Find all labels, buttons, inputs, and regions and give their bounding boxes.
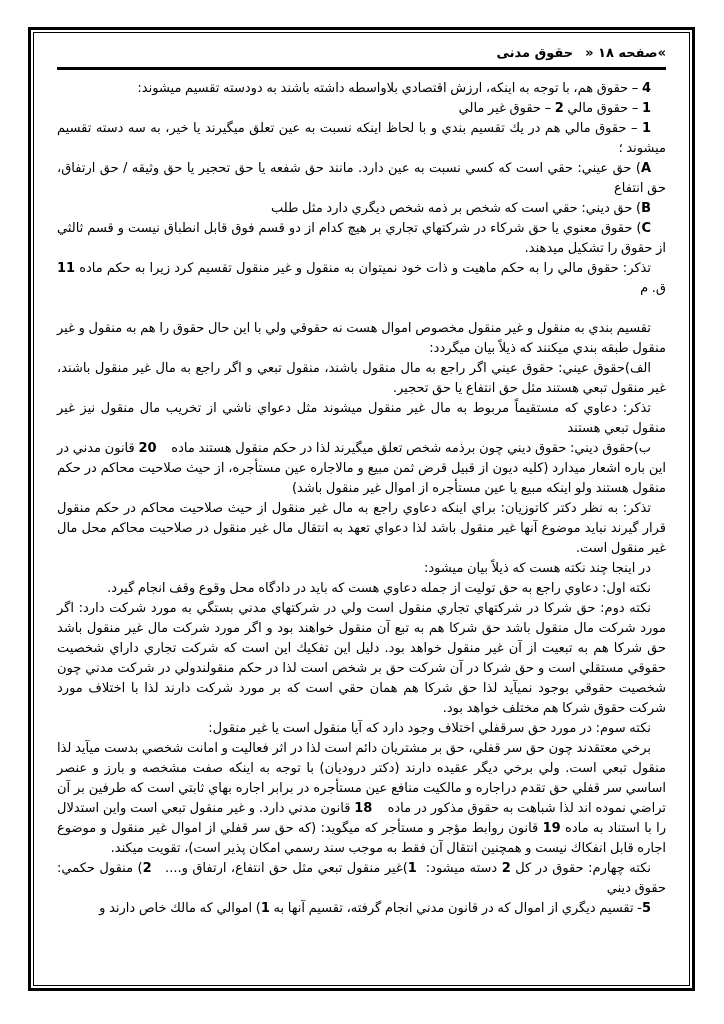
text-run: نکته اول: دعاوي راجع به حق تولیت از جمله دعاوي هست که باید در دادگاه محل وقوع وقف انجام گیرد. <box>107 580 651 596</box>
paragraph <box>57 79 666 99</box>
bold-run: 2 <box>554 100 564 116</box>
bold-run: 1 <box>641 120 651 136</box>
text-run: تقسیم بندي به منقول و غیر منقول مخصوص اموال هست نه حقوقي ولي با این حال حقوق را هم به منقول و غیر منقول طبقه بندي ميکنند که ذیلاً بیان ميگردد: <box>57 320 666 356</box>
bold-run: 1 <box>641 100 651 116</box>
paragraph <box>57 899 666 919</box>
text-run: دسته ميشود: <box>416 860 502 876</box>
paragraph <box>57 199 666 219</box>
text-run: تذکر: حقوق مالي را به حکم ماهیت و ذات خود نميتوان به منقول و غیر منقول تقسیم کرد زیرا به حکم ماده <box>75 260 651 276</box>
text-run: )غیر منقول تبعي مثل حق انتفاع، ارتفاق و.... <box>151 860 408 876</box>
text-run: نکته سوم: در مورد حق سرقفلي اختلاف وجود دارد که آیا منقول است یا غیر منقول: <box>208 720 651 736</box>
page-number-label: »صفحه ۱۸ « <box>585 46 666 61</box>
text-run: – حقوق غیر مالي <box>458 100 555 116</box>
bold-run: 1 <box>260 900 270 916</box>
paragraph <box>57 319 666 359</box>
text-run: ) حق عیني: حقي است که کسي نسبت به عین دارد. مانند حق شفعه یا حق تحجیر یا حق وثیقه / حق ارتفاق، حق انتفاع <box>57 160 666 196</box>
document-body <box>57 79 666 919</box>
text-run: در اینجا چند نکته هست که ذیلاً بیان ميشود: <box>423 560 651 576</box>
header-rule <box>57 67 666 70</box>
page-content <box>33 32 690 986</box>
bold-run: 11 <box>57 260 76 276</box>
text-run: قانون روابط مؤجر و مستأجر که ميگوید: (که حق سر قفلي از اموال غیر منقول و موضوع اجاره قابل انفکاك نیست و همچنین انتقال آن فقط به موجب سند رسمي امکان پذیر است)، تقویت ميکند. <box>57 820 666 856</box>
text-run: ب)حقوق دیني: حقوق دیني چون برذمه شخص تعلق ميگیرند لذا در حکم منقول هستند ماده <box>156 440 652 456</box>
bold-run: 18 <box>354 800 373 816</box>
text-run: نکته چهارم: حقوق در کل <box>510 860 651 876</box>
paragraph <box>57 399 666 439</box>
paragraph <box>57 559 666 579</box>
paragraph <box>57 739 666 859</box>
bold-run: 5 <box>641 900 651 916</box>
text-run: ) منقول حکمي: حقوق دیني <box>57 860 666 896</box>
text-run: - تقسیم دیگري از اموال که در قانون مدني انجام گرفته، تقسیم آنها به <box>269 900 642 916</box>
text-run: – حقوق مالي <box>563 100 642 116</box>
paragraph <box>57 259 666 299</box>
text-run: ق. م <box>640 280 666 296</box>
paragraph <box>57 579 666 599</box>
paragraph <box>57 159 666 199</box>
paragraph <box>57 359 666 399</box>
bold-run: 2 <box>501 860 511 876</box>
paragraph <box>57 99 666 119</box>
text-run: قانون مدني دارد. و غیر منقول تبعي است واین استدلال را با استناد به ماده <box>57 800 667 836</box>
paragraph <box>57 599 666 719</box>
bold-run: A <box>640 160 651 176</box>
document-title: حقوق مدنی <box>496 46 574 61</box>
text-run: الف)حقوق عیني: حقوق عیني اگر راجع به مال منقول باشند، منقول تبعي و اگر راجع به مال غیر منقول باشند، غیر منقول تبعي هستند مثل حق انتفاع یا حق تحجیر. <box>57 360 666 396</box>
text-run: – حقوق هم، با توجه به اینکه، ارزش اقتصادي بلاواسطه داشته باشند به دودسته تقسیم ميشوند: <box>137 80 642 96</box>
text-run: ) حق دیني: حقي است که شخص بر ذمه شخص دیگري دارد مثل طلب <box>271 200 642 216</box>
text-run: قانون مدني در این باره اشعار ميدارد (کلیه دیون از قبیل قرض ثمن مبیع و مالاجاره عین مستأجره، از حیث صلاحیت محاکم در حکم منقول هستند ولو اینکه مبیع یا عین مستأجره از اموال غیر منقول باشد) <box>57 440 666 496</box>
text-run: ) حقوق معنوي یا حق شرکاء در شرکتهاي تجاري بر هیچ کدام از دو قسم فوق قابل انطباق نیست و قسم ثالثي از حقوق را تشکیل ميدهند. <box>57 220 666 256</box>
paragraph <box>57 859 666 899</box>
paragraph <box>57 499 666 559</box>
paragraph <box>57 219 666 259</box>
bold-run: 1 <box>407 860 417 876</box>
text-run: تذکر: به نظر دکتر کاتوزیان: براي اینکه دعاوي راجع به مال غیر منقول از حیث صلاحیت محاکم در حکم منقول قرار گیرند نباید موضوع آنها غیر منقول باشد لذا دعواي تعهد به انتقال مال غیر منقول در صلاحیت محاکم محل مال غیر منقول است. <box>57 500 666 556</box>
text-run: ) اموالي که مالك خاص دارند و <box>99 900 261 916</box>
paragraph <box>57 719 666 739</box>
text-run: برخي معتقدند چون حق سر قفلي، حق بر مشتریان دائم است لذا در اثر فعالیت و امانت شخصي بدست ميآید لذا منقول تبعي است. ولي برخي دیگر عقیده دارند (دکتر درودیان) با توجه به اینکه صفت مشخصه و بارز و عنصر اساسي سر قفلي حق تقدم دراجاره و مالکیت منافع عین مستأجره در برابر اجاره بهاي ثابتي است که طرفین بر آن تراضي نموده اند لذا شباهت به حقوق مذکور در ماده <box>57 740 666 816</box>
paragraph <box>57 439 666 499</box>
bold-run: 19 <box>542 820 561 836</box>
bold-run: 4 <box>641 80 651 96</box>
bold-run: 20 <box>138 440 157 456</box>
text-run: تذکر: دعاوي که مستقیماً مربوط به مال غیر منقول ميشوند مثل دعواي ناشي از تخریب مال منقول نیز غیر منقول تبعي هستند <box>57 400 666 436</box>
paragraph <box>57 119 666 159</box>
bold-run: B <box>641 200 651 216</box>
text-run: نکته دوم: حق شرکا در شرکتهاي تجاري منقول است ولي در شرکتهاي مدني بستگي به مورد شرکت دارد: اگر مورد شرکت مال منقول باشد حق شرکا هم به تبع آن منقول خواهند بود و اگر مورد شرکت مال غیر منقول باشد حق شرکا هم به تبعیت از آن غیر منقول خواهد بود. دلیل این تفکیك این است که شرکت تجاري داراي شخصیت حقوقي مستقلي است و حق شرکا در آن شرکت حق بر شخص است لذا در حکم منقولندولي در شرکت مدني چون شخصیت حقوقي بوجود نميآید لذا حق شرکا هم همان حقي است که بر مورد شرکت دارند لذا با اختلاف مورد شرکت حقوق شرکا هم مختلف خواهد بود. <box>57 600 666 716</box>
bold-run: 2 <box>142 860 152 876</box>
page-header <box>57 45 666 62</box>
text-run: – حقوق مالي هم در یك تقسیم بندي و با لحاظ اینکه نسبت به عین تعلق ميگیرند یا خیر، به سه دسته تقسیم ميشوند ؛ <box>57 120 666 156</box>
bold-run: C <box>641 220 651 236</box>
